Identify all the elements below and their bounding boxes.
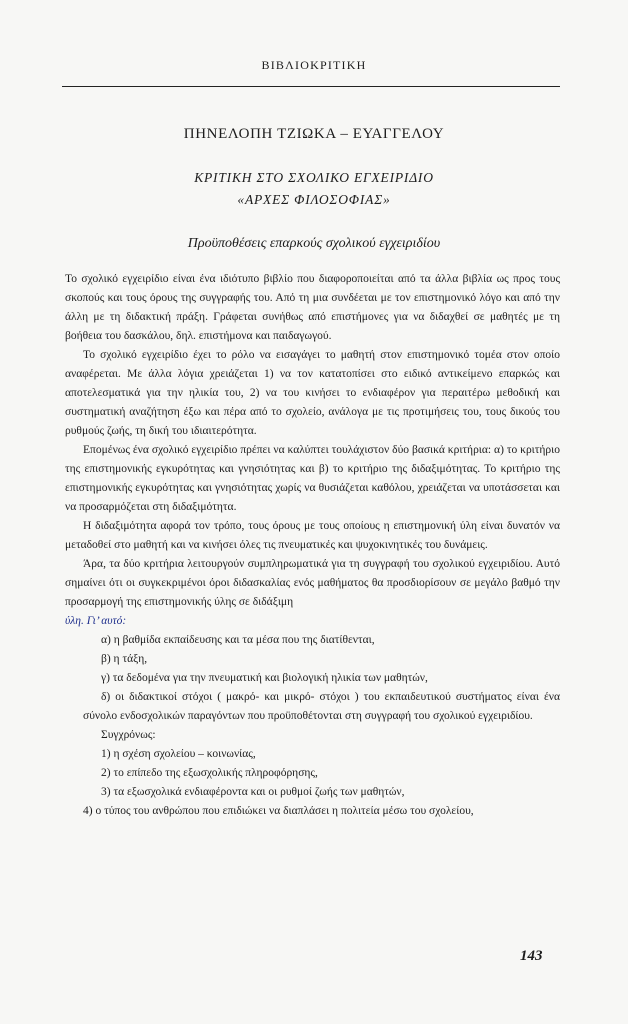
emphasis-line: [65, 612, 560, 631]
page-number: 143: [520, 948, 543, 964]
list-item: α) η βαθμίδα εκπαίδευσης και τα μέσα που της διατίθενται,: [101, 634, 375, 646]
list-item: 1) η σχέση σχολείου – κοινωνίας,: [101, 748, 256, 760]
review-title-line-2: «ΑΡΧΕΣ ΦΙΛΟΣΟΦΙΑΣ»: [237, 192, 391, 207]
running-head: ΒΙΒΛΙΟΚΡΙΤΙΚΗ: [261, 58, 367, 72]
header-rule: [62, 86, 560, 87]
paragraph: Επομένως ένα σχολικό εγχειρίδιο πρέπει να καλύπτει τουλάχιστον δύο βασικά κριτήρια: α) το κριτήριο της επιστημονικής εγκυρότητας και γνησιότητας και β) το κριτήριο της διδαξιμότητας. Το κριτήριο της επιστημονικής εγκυρότητας και γνησιότητας χωρίς να θυσιάζεται καθόλου, χρειάζεται να υποτάσσεται και να προσαρμόζεται στη διδαξιμότητα.: [65, 444, 560, 513]
paragraph: Άρα, τα δύο κριτήρια λειτουργούν συμπληρωματικά για τη συγγραφή του σχολικού εγχειριδίου. Αυτό σημαίνει ότι οι συγκεκριμένοι όροι διδασκαλίας ενός μαθήματος θα προσδιορίσουν σε μεγάλο βαθμό την προσαρμογή της επιστημονικής ύλης σε διδάξιμη: [65, 558, 560, 608]
author-name: ΠΗΝΕΛΟΠΗ ΤΖΙΩΚΑ – ΕΥΑΓΓΕΛΟΥ: [183, 126, 445, 142]
paragraph: Το σχολικό εγχειρίδιο είναι ένα ιδιότυπο βιβλίο που διαφοροποιείται από τα άλλα βιβλία ως προς τους σκοπούς και τους όρους της συγγραφής του. Από τη μια συνδέεται με τον επιστημονικό λόγο και από την άλλη με τη διδακτική πράξη. Γράφεται συνήθως από επιστήμονες για να διδαχθεί σε μαθητές με τη βοήθεια του δασκάλου, δηλ. επιστήμονα και παιδαγωγού.: [65, 273, 560, 342]
paragraph: Η διδαξιμότητα αφορά τον τρόπο, τους όρους με τους οποίους η επιστημονική ύλη είναι δυνατόν να μεταδοθεί στο μαθητή και να κινήσει όλες τις πνευματικές και ψυχοκινητικές του δυνάμεις.: [65, 520, 560, 551]
paragraph: Το σχολικό εγχειρίδιο έχει το ρόλο να εισαγάγει το μαθητή στον επιστημονικό τομέα στον οποίο αναφέρεται. Με άλλα λόγια χρειάζεται 1) να τον κατατοπίσει στο ειδικό αντικείμενο επαρκώς και αποτελεσματικά για την ηλικία του, 2) να του κινήσει το ενδιαφέρον για περαιτέρω μεθοδική και συστηματική αναζήτηση έξω και πέρα από το σχολείο, ανάλογα με τις προτιμήσεις του, τους δικούς του ρυθμούς ζωής, τη δική του ιδιαιτερότητα.: [65, 349, 560, 437]
list-item: δ) οι διδακτικοί στόχοι ( μακρό- και μικρό- στόχοι ) του εκπαιδευτικού συστήματος είναι ένα σύνολο ενδοσχολικών παραγόντων που προϋποθέτονται στη συγγραφή του σχολικού εγχειριδίου.: [83, 691, 560, 722]
list-item: 3) τα εξωσχολικά ενδιαφέροντα και οι ρυθμοί ζωής των μαθητών,: [101, 786, 405, 798]
list-item: γ) τα δεδομένα για την πνευματική και βιολογική ηλικία των μαθητών,: [101, 672, 428, 684]
list-item: 4) ο τύπος του ανθρώπου που επιδιώκει να διαπλάσει η πολιτεία μέσω του σχολείου,: [83, 805, 474, 817]
body-text: [65, 270, 560, 821]
simultaneously-label: Συγχρόνως:: [101, 729, 156, 741]
emphasis-text: ύλη. Γι’ αυτό:: [65, 615, 127, 627]
section-heading: Προϋποθέσεις επαρκούς σχολικού εγχειριδίου: [187, 236, 441, 251]
list-item: 2) το επίπεδο της εξωσχολικής πληροφόρησης,: [101, 767, 318, 779]
review-title-line-1: ΚΡΙΤΙΚΗ ΣΤΟ ΣΧΟΛΙΚΟ ΕΓΧΕΙΡΙΔΙΟ: [194, 170, 434, 185]
list-item: β) η τάξη,: [101, 653, 148, 665]
